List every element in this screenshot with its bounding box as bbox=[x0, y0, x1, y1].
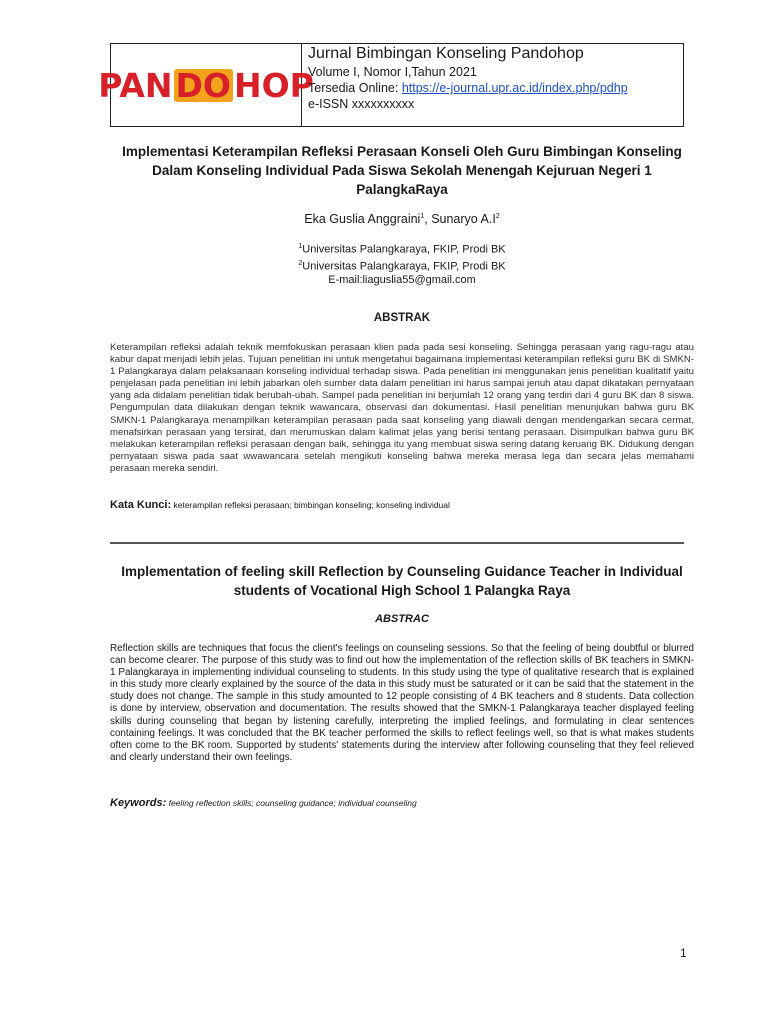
logo-cell bbox=[98, 44, 314, 126]
journal-header bbox=[98, 43, 684, 127]
affiliation-1 bbox=[110, 240, 694, 257]
authors bbox=[110, 212, 694, 226]
logo-text-do: DO bbox=[175, 65, 231, 105]
kata-kunci bbox=[110, 499, 694, 511]
journal-eissn: e-ISSN xxxxxxxxxx bbox=[308, 97, 415, 111]
abstrac-heading: ABSTRAC bbox=[375, 613, 429, 625]
affiliation-1-text: Universitas Palangkaraya, FKIP, Prodi BK bbox=[302, 243, 506, 256]
author-sep: , bbox=[424, 212, 432, 226]
author-1: Eka Guslia Anggraini bbox=[304, 212, 421, 226]
affiliation-2-text: Universitas Palangkaraya, FKIP, Prodi BK bbox=[302, 260, 506, 273]
online-label: Tersedia Online: bbox=[308, 81, 402, 95]
keywords-text: feeling reflection skills; counseling guidance; individual counseling bbox=[166, 798, 417, 808]
logo-text-pan: PAN bbox=[98, 65, 173, 105]
keywords-label: Keywords: bbox=[110, 797, 167, 809]
journal-info bbox=[302, 44, 628, 126]
section-divider bbox=[110, 542, 684, 544]
abstrak-body: Keterampilan refleksi adalah teknik memfokuskan perasaan klien pada pada sesi konseling. Sehingga perasaan yang ragu-ragu atau kabur dapat menjadi lebih jelas. Tujuan penelitian ini untuk mengetahui bagaimana implementasi keterampilan refleksi guru BK di SMKN-1 Palangkaraya dalam pelaksanaan konseling individual terhadap siswa. Pada penelitian ini menggunakan jenis penelitian kualitatif yaitu penjelasan pada penelitian ini lebih jabarkan oleh sumber data dalam penelitian ini harus sampai jenuh atau dapat dikatakan pernyataan yang ada didalam penelitian tidak berubah-ubah. Sampel pada penelitian ini berjumlah 12 orang yang terdiri dari 4 guru BK dan 8 siswa. Pengumpulan data dilakukan dengan teknik wawancara, observasi dan dokumentasi. Hasil penelitian menunjukan bahwa guru BK SMKN-1 Palangkaraya menampilkan keterampilan perasaan pada saat konseling yang diawali dengan mendengarkan secara cermat, menafsirkan perasaan yang tersirat, dan merumuskan dalam kalimat jelas yang berisi tentang perasaan. Disimpulkan bahwa guru BK melakukan keterampilan refleksi perasaan dengan baik, sehingga itu yang membuat siswa sering datang keruang BK. Didukung dengan pernyataan siswa pada saat wwawancara setelah mengikuti konseling bahwa mereka merasa lega dan secara jelas memahami perasaan mereka sendiri. bbox=[110, 342, 694, 474]
affiliation-1-sup: 1 bbox=[298, 243, 303, 250]
author-2-sup: 2 bbox=[495, 212, 500, 220]
affiliation-2 bbox=[110, 257, 694, 274]
affiliations bbox=[110, 240, 694, 287]
page-number: 1 bbox=[680, 946, 687, 960]
journal-url-link[interactable]: https://e-journal.upr.ac.id/index.php/pdhp bbox=[401, 81, 628, 95]
paper-title-english: Implementation of feeling skill Reflection by Counseling Guidance Teacher in Individual students of Vocational High School 1 Palangka Raya bbox=[121, 564, 683, 598]
abstrak-heading: ABSTRAK bbox=[373, 312, 431, 324]
pandohop-logo bbox=[98, 65, 314, 105]
keywords bbox=[110, 797, 694, 809]
author-2: Sunaryo A.I bbox=[431, 212, 496, 226]
journal-volume: Volume I, Nomor I,Tahun 2021 bbox=[308, 65, 477, 79]
journal-online bbox=[308, 80, 628, 96]
author-email: E-mail:liaguslia55@gmail.com bbox=[328, 274, 476, 287]
abstrac-body: Reflection skills are techniques that focus the client's feelings on counseling sessions. So that the feeling of being doubtful or blurred can become clearer. The purpose of this study was to find out how the implementation of the reflection skills of BK teachers in SMKN-1 Palangkaraya in implementing individual counseling to students. In this study using the type of qualitative research that is explained in this study more clearly explained by the source of the data in this study must be saturated or it can be said that the statement in the study does not change. The sample in this study amounted to 12 people consisting of 4 BK teachers and 8 students. Data collection is done by interview, observation and documentation. The results showed that the SMKN-1 Palangkaraya teacher displayed feeling skills during counseling that began by listening carefully, interpreting the implied feelings, and formulating in clear sentences containing feelings. It was concluded that the BK teacher performed the skills to reflect feelings well, so that is what makes students often come to the BK room. Supported by students' statements during the interview after following counseling that they feel relieved and clearly understand their own feelings. bbox=[110, 643, 694, 763]
kata-kunci-text: keterampilan refleksi perasaan; bimbingan konseling; konseling individual bbox=[171, 500, 450, 510]
logo-text-hop: HOP bbox=[233, 65, 314, 105]
paper-title-indonesian: Implementasi Keterampilan Refleksi Perasaan Konseli Oleh Guru Bimbingan Konseling Dalam Konseling Individual Pada Siswa Sekolah Menengah Kejuruan Negeri 1 PalangkaRaya bbox=[122, 144, 682, 197]
journal-title: Jurnal Bimbingan Konseling Pandohop bbox=[308, 45, 584, 62]
author-1-sup: 1 bbox=[420, 212, 425, 220]
kata-kunci-label: Kata Kunci: bbox=[110, 499, 172, 511]
affiliation-2-sup: 2 bbox=[298, 259, 303, 267]
